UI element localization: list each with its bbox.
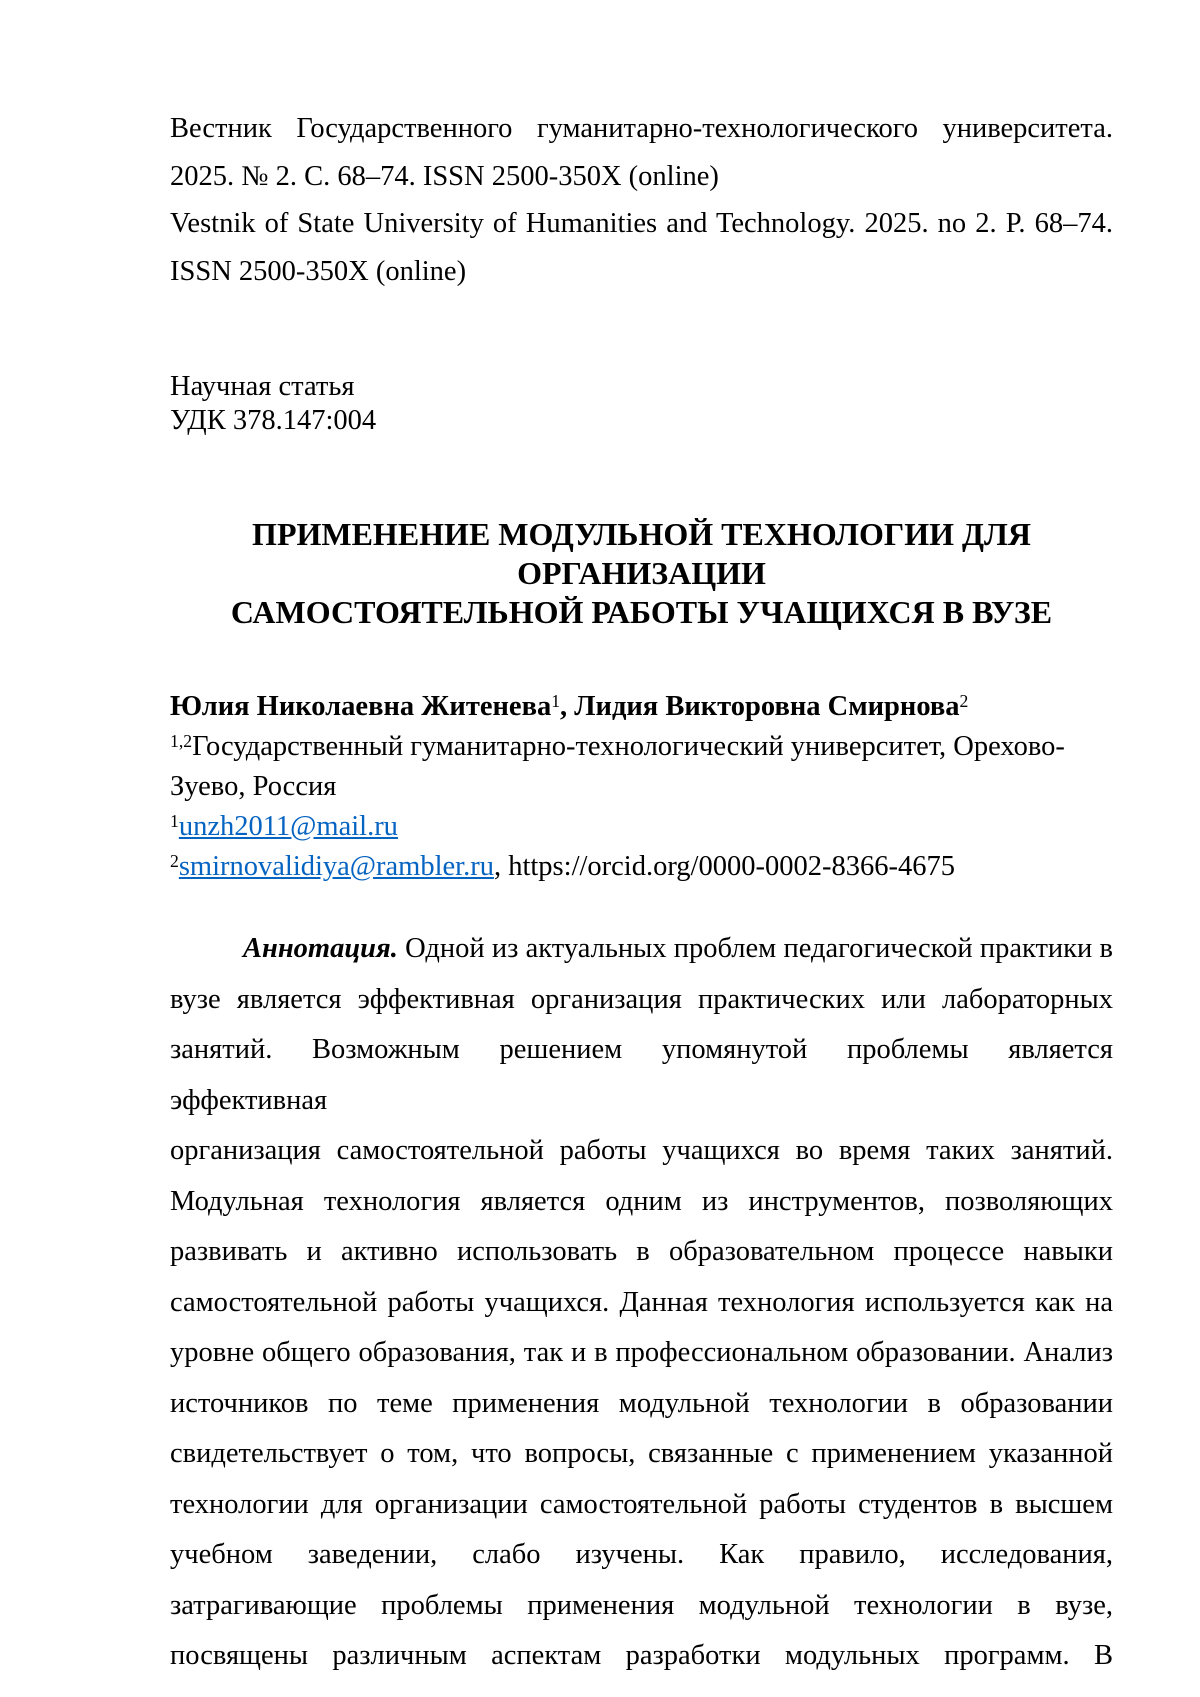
- abstract-line: вузе является эффективная организация практических или лабораторных: [170, 983, 1113, 1015]
- abstract-label: Аннотация.: [243, 933, 398, 964]
- abstract-line: посвящены различным аспектам разработки модульных программ. В: [170, 1640, 1113, 1671]
- article-title: [170, 515, 1113, 632]
- abstract-line: технологии для организации самостоятельной работы студентов в высшем: [170, 1488, 1113, 1520]
- affiliation-line2: Зуево, Россия: [170, 771, 337, 802]
- journal-header-ru: [170, 105, 1113, 200]
- abstract-line: источников по теме применения модульной технологии в образовании: [170, 1387, 1113, 1419]
- journal-header-en-line2: ISSN 2500-350X (online): [170, 255, 467, 287]
- abstract-line: свидетельствует о том, что вопросы, связанные с применением указанной: [170, 1438, 1113, 1469]
- article-type: Научная статья: [170, 371, 355, 402]
- author-1-superscript: 1: [551, 691, 561, 712]
- author-2-name: , Лидия Викторовна Смирнова: [560, 691, 960, 722]
- affiliation-text: Государственный гуманитарно-технологический университет, Орехово-: [192, 731, 1065, 762]
- orcid-text: , https://orcid.org/0000-0002-8366-4675: [493, 851, 955, 882]
- article-meta: [170, 370, 1113, 438]
- article-title-line1: ПРИМЕНЕНИЕ МОДУЛЬНОЙ ТЕХНОЛОГИИ ДЛЯ ОРГАНИЗАЦИИ: [252, 516, 1031, 591]
- journal-header-en: [170, 200, 1113, 295]
- email-link-2[interactable]: smirnovalidiya@rambler.ru: [178, 851, 494, 882]
- email-line-2: [170, 847, 1113, 887]
- abstract-opening: Одной из актуальных проблем педагогической практики в: [405, 933, 1113, 964]
- abstract-line: затрагивающие проблемы применения модульной технологии в вузе,: [170, 1589, 1113, 1621]
- affiliation-superscript: 1,2: [170, 731, 193, 752]
- affiliation-line1: [170, 727, 1113, 767]
- author-2-superscript: 2: [959, 691, 969, 712]
- journal-header-ru-line1: Вестник Государственного гуманитарно-технологического университета.: [170, 113, 1113, 144]
- abstract-line: самостоятельной работы учащихся. Данная технология используется как на: [170, 1286, 1113, 1318]
- abstract: [170, 924, 1113, 1682]
- authors-names: [170, 687, 1113, 727]
- email-2-superscript: 2: [170, 851, 179, 872]
- abstract-line: учебном заведении, слабо изучены. Как правило, исследования,: [170, 1539, 1113, 1570]
- abstract-line: [170, 924, 1113, 975]
- article-title-line2: САМОСТОЯТЕЛЬНОЙ РАБОТЫ УЧАЩИХСЯ В ВУЗЕ: [230, 594, 1053, 630]
- abstract-line: уровне общего образования, так и в профессиональном образовании. Анализ: [170, 1337, 1113, 1368]
- udc-code: УДК 378.147:004: [170, 405, 377, 436]
- abstract-line: организация самостоятельной работы учащихся во время таких занятий.: [170, 1135, 1113, 1166]
- abstract-line: Модульная технология является одним из инструментов, позволяющих: [170, 1185, 1113, 1217]
- authors-block: [170, 687, 1113, 887]
- journal-header-en-line1: Vestnik of State University of Humanities and Technology. 2025. no 2. P. 68–74.: [170, 208, 1113, 239]
- author-1-name: Юлия Николаевна Житенева: [170, 691, 552, 722]
- email-link-1[interactable]: unzh2011@mail.ru: [178, 811, 398, 842]
- abstract-line: занятий. Возможным решением упомянутой проблемы является эффективная: [170, 1034, 1113, 1116]
- email-1-superscript: 1: [170, 811, 179, 832]
- email-line-1: [170, 807, 1113, 847]
- abstract-line: развивать и активно использовать в образовательном процессе навыки: [170, 1236, 1113, 1267]
- journal-header-ru-line2: 2025. № 2. С. 68–74. ISSN 2500-350X (online): [170, 160, 719, 192]
